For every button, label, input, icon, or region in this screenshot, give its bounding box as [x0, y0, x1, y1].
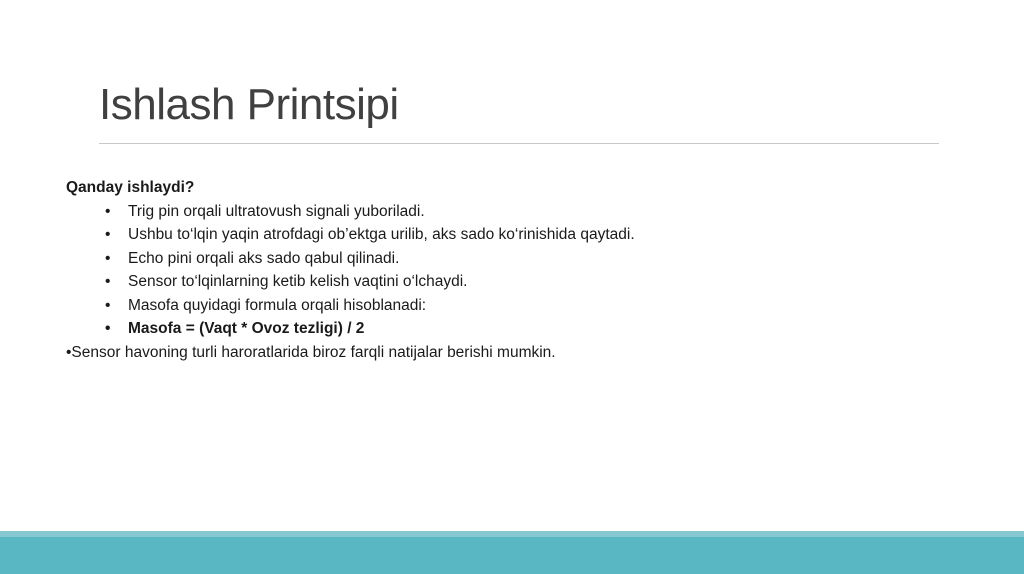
bullet-item — [66, 223, 946, 247]
footnote-text: •Sensor havoning turli haroratlarida biroz farqli natijalar berishi mumkin. — [66, 343, 556, 361]
formula-text: Masofa = (Vaqt * Ovoz tezligi) / 2 — [128, 320, 365, 337]
bullet-text: Trig pin orqali ultratovush signali yuboriladi. — [128, 202, 425, 220]
footer-bar — [0, 537, 1024, 574]
bullet-text: Sensor to‘lqinlarning ketib kelish vaqtini o‘lchaydi. — [128, 273, 468, 290]
bullet-item — [66, 294, 946, 318]
bullet-item-formula — [66, 317, 946, 341]
bullet-text: Ushbu to‘lqin yaqin atrofdagi ob’ektga urilib, aks sado ko‘rinishida qaytadi. — [128, 226, 635, 243]
bullet-dot: • — [105, 202, 111, 220]
title-divider — [99, 143, 939, 144]
bullet-dot: • — [105, 296, 111, 314]
bullet-dot: • — [105, 273, 111, 290]
bullet-item — [66, 200, 946, 224]
slide-title: Ishlash Printsipi — [99, 80, 399, 129]
bullet-text: Masofa quyidagi formula orqali hisoblanadi: — [128, 296, 427, 314]
bullet-list — [66, 200, 946, 341]
bullet-dot: • — [105, 226, 111, 243]
bullet-item — [66, 270, 946, 294]
bullet-text: Echo pini orqali aks sado qabul qilinadi. — [128, 249, 400, 267]
slide-body — [66, 176, 946, 364]
bullet-item — [66, 247, 946, 271]
body-heading: Qanday ishlaydi? — [66, 179, 195, 196]
bullet-dot: • — [105, 320, 111, 337]
bullet-dot: • — [105, 249, 111, 267]
